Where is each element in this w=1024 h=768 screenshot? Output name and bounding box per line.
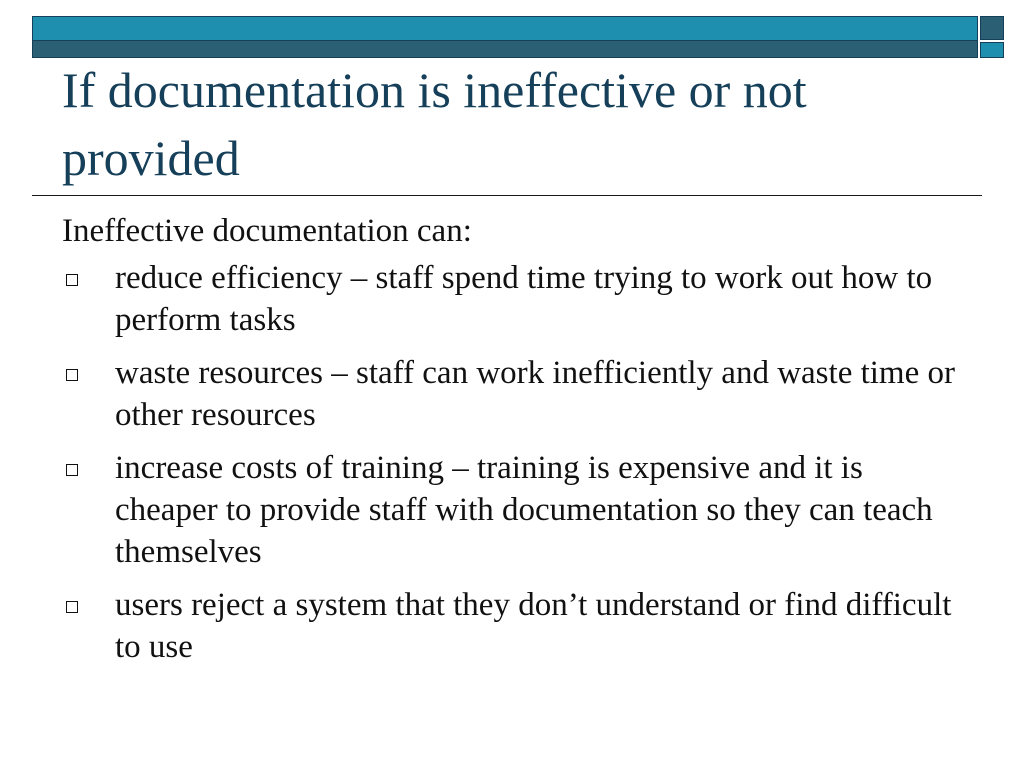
bullet-text: users reject a system that they don’t understand or find difficult to use	[115, 587, 952, 665]
bullet-item	[62, 352, 962, 436]
hollow-square-bullet-icon	[66, 274, 78, 286]
header-banner-bottom-stripe	[33, 41, 977, 57]
bullet-item	[62, 447, 962, 573]
bullet-list	[62, 257, 962, 668]
hollow-square-bullet-icon	[66, 601, 78, 613]
slide-body	[62, 210, 962, 679]
hollow-square-bullet-icon	[66, 369, 78, 381]
slide-title: If documentation is ineffective or not provided	[62, 62, 807, 186]
bullet-item	[62, 584, 962, 668]
header-banner	[32, 16, 978, 58]
bullet-item	[62, 257, 962, 341]
header-corner-block-top	[980, 16, 1004, 40]
bullet-text: reduce efficiency – staff spend time trying to work out how to perform tasks	[115, 260, 933, 338]
header-banner-top-stripe	[33, 17, 977, 41]
hollow-square-bullet-icon	[66, 464, 78, 476]
header-corner-block-bottom	[980, 42, 1004, 58]
title-divider	[32, 195, 982, 196]
intro-text: Ineffective documentation can:	[62, 213, 472, 249]
bullet-text: waste resources – staff can work inefficiently and waste time or other resources	[115, 355, 955, 433]
bullet-text: increase costs of training – training is expensive and it is cheaper to provide staff with documentation so they can teach themselves	[115, 450, 933, 570]
